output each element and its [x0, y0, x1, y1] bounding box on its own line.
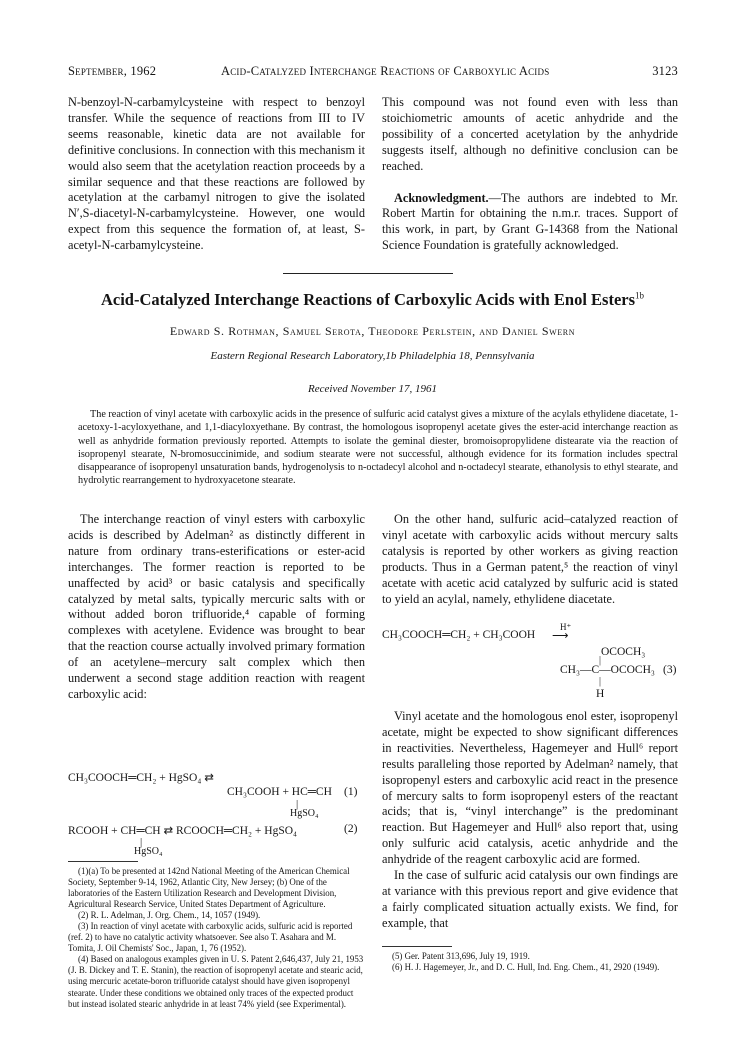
- intro-paragraph: The interchange reaction of vinyl esters with carboxylic acids is described by Adelman² as distinctly different in nature from ordinary trans-esterifications or ester-acid interchanges. The former reaction is reported to be unaffected by acid³ or basic catalysis and specifically catalyzed by metal salts, typically mercuric salts with or without added boron trifluoride,⁴ capable of forming complexes with acetylene. Evidence was brought to bear that the reaction course actually involved primary formation of an acetylene–mercury salt complex which then underwent a second stage addition reaction with reagent carboxylic acid:: [68, 512, 365, 701]
- prev-article-paragraph: N-benzoyl-N-carbamylcysteine with respect to benzoyl transfer. While the sequence of reactions from III to IV seems reasonable, kinetic data are not available for definitive conclusions. In connection with this mechanism it would also seem that the acetylation reaction proceeds by a similar sequence and that these reactions are followed by acetylation at the carbamyl nitrogen to give the isolated N′,S-diacetyl-N-carbamylcysteine. However, one would expect from this sequence the formation of, at least, S-acetyl-N-carbamylcysteine.: [68, 95, 365, 253]
- prev-article-right-column: [382, 95, 678, 254]
- equation-2-number: (2): [344, 823, 358, 835]
- equation-2: RCOOH + CH═CH ⇄ RCOOCH═CH₂ + HgSO₄: [68, 825, 298, 837]
- prev-article-left-column: [68, 95, 365, 254]
- article-authors: Edward S. Rothman, Samuel Serota, Theodore Perlstein, and Daniel Swern: [169, 324, 576, 338]
- equation-3-number: (3): [663, 664, 677, 676]
- equation-1-number: (1): [344, 786, 358, 798]
- footnote-3: (3) In reaction of vinyl acetate with carboxylic acids, sulfuric acid is reported (ref. 2) to have no catalytic activity whatsoever. See also T. Asahara and M. Tomita, J. Oil Chemists' Soc., Japan, 1, 76 (1952).: [68, 921, 353, 954]
- article-title-footnote-mark: 1b: [635, 290, 645, 301]
- acknowledgment-paragraph: [382, 191, 678, 255]
- equation-3-product: CH₃—C—OCOCH₃: [560, 664, 655, 676]
- article-affiliation: Eastern Regional Research Laboratory,1b Philadelphia 18, Pennsylvania: [210, 350, 535, 362]
- equation-3-bond-bottom: |: [599, 676, 602, 687]
- body-left-column: [68, 512, 365, 703]
- footnotes-left: [68, 866, 365, 1010]
- footnotes-right: [382, 951, 678, 973]
- footnote-rule-left: [68, 861, 138, 862]
- acknowledgment-text: —The authors are indebted to Mr. Robert Martin for obtaining the n.m.r. traces. Support of this work, in part, by Grant G-14368 from the National Science Foundation is gratefully acknowledged.: [382, 190, 678, 253]
- equation-2-catalyst: HgSO₄: [134, 846, 163, 857]
- footnote-rule-right: [382, 946, 452, 947]
- equation-2-bond: |: [140, 836, 143, 848]
- body-right-column-top: [382, 512, 678, 607]
- equation-3-bond-top: |: [599, 655, 602, 666]
- footnote-2: (2) R. L. Adelman, J. Org. Chem., 14, 1057 (1949).: [78, 910, 261, 921]
- equation-1-line-2: CH₃COOH + HC═CH: [227, 786, 332, 798]
- findings-paragraph: In the case of sulfuric acid catalysis our own findings are at variance with this previous report and give evidence that a fairly complicated situation actually exists. We find, for example, that: [382, 868, 678, 930]
- footnote-4: (4) Based on analogous examples given in U. S. Patent 2,646,437, July 21, 1953 (J. B. Dickey and T. E. Stanin), the reaction of isopropenyl acetate and stearic acid, using mercuric acetate-boron trifluoride catalyst should have given isopropenyl stearate. Under these conditions we obtained only traces of the expected product but instead isolated stearic anhydride in at least 74% yield (see Experimental).: [68, 954, 364, 1009]
- running-head-title: Acid-Catalyzed Interchange Reactions of Carboxylic Acids: [221, 64, 550, 78]
- running-head-date: September, 1962: [68, 64, 157, 78]
- equation-1-bond: |: [296, 798, 299, 810]
- equation-3-arrow: ⟶: [552, 630, 569, 642]
- equation-3-catalyst: H⁺: [560, 622, 572, 632]
- article-title: [40, 290, 705, 310]
- equation-3-reactants: CH₃COOCH═CH₂ + CH₃COOH: [382, 629, 536, 641]
- received-date: Received November 17, 1961: [308, 383, 437, 395]
- article-separator-rule: [283, 273, 453, 274]
- acknowledgment-heading: Acknowledgment.: [394, 190, 489, 205]
- equation-1-catalyst: HgSO₄: [290, 808, 319, 819]
- article-title-text: Acid-Catalyzed Interchange Reactions of Carboxylic Acids with Enol Esters: [100, 290, 636, 309]
- equation-3-substituent-top: OCOCH₃: [601, 646, 646, 658]
- body-right-column-bottom: [382, 709, 678, 932]
- article-abstract: The reaction of vinyl acetate with carboxylic acids in the presence of sulfuric acid catalyst gives a mixture of the acylals ethylidene diacetate, 1-acetoxy-1-acyloxyethane, and 1,1-diacyloxyethane. By contrast, the homologous isopropenyl acetate gives the ester-acid interchange reaction as well as anhydride formation previously reported. Attempts to isolate the geminal diester, bromoisopropylidene distearate via the reaction of isopropenyl stearate, N-bromosuccinimide, and sodium stearate were not successful, although evidence for its formation includes spectral disappearance of isopropenyl unsaturation bands, hydrogenolysis to n-octadecyl alcohol and n-octadecyl stearate, ethanolysis to ethyl stearate, and hydrolytic rearrangement to hydroxyacetone stearate.: [78, 409, 678, 487]
- prev-article-paragraph-end: This compound was not found even with less than stoichiometric amounts of acetic anhydride and the possibility of a concerted acetylation by the anhydride suggests itself, although no definitive conclusion can be reached.: [382, 95, 678, 173]
- hagemeyer-paragraph: Vinyl acetate and the homologous enol ester, isopropenyl acetate, might be expected to show significant differences in reactivities. Nevertheless, Hagemeyer and Hull⁶ report results paralleling those reported by Adelman² namely, that isopropenyl esters and carboxylic acid react in the presence of mercury salts to form isopropenyl esters of the reactant acids; that is, “vinyl interchange” is the predominant reaction. But Hagemeyer and Hull⁶ also report that, using only sulfuric acid catalysis, acetic anhydride and the anhydride of the reagent carboxylic acid are formed.: [382, 709, 678, 867]
- footnote-1: (1)(a) To be presented at 142nd National Meeting of the American Chemical Society, September 9-14, 1962, Atlantic City, New Jersey; (b) One of the laboratories of the Eastern Utilization Research and Development Division, Agricultural Research Service, United States Department of Agriculture.: [68, 866, 350, 910]
- equation-3-hydrogen: H: [596, 688, 605, 700]
- footnote-5: (5) Ger. Patent 313,696, July 19, 1919.: [392, 951, 530, 961]
- footnote-6: (6) H. J. Hagemeyer, Jr., and D. C. Hull, Ind. Eng. Chem., 41, 2920 (1949).: [392, 962, 660, 973]
- german-patent-paragraph: On the other hand, sulfuric acid–catalyzed reaction of vinyl acetate with carboxylic acids without mercury salts catalysis is reported by other workers as giving reaction products. Thus in a German patent,⁵ the reaction of vinyl acetate with acetic acid catalyzed by sulfuric acid is stated to yield an acylal, namely, ethylidene diacetate.: [382, 512, 678, 606]
- page-number: 3123: [652, 64, 678, 78]
- running-head: [68, 64, 678, 80]
- equation-1-line-1: CH₃COOCH═CH₂ + HgSO₄ ⇄: [68, 772, 214, 784]
